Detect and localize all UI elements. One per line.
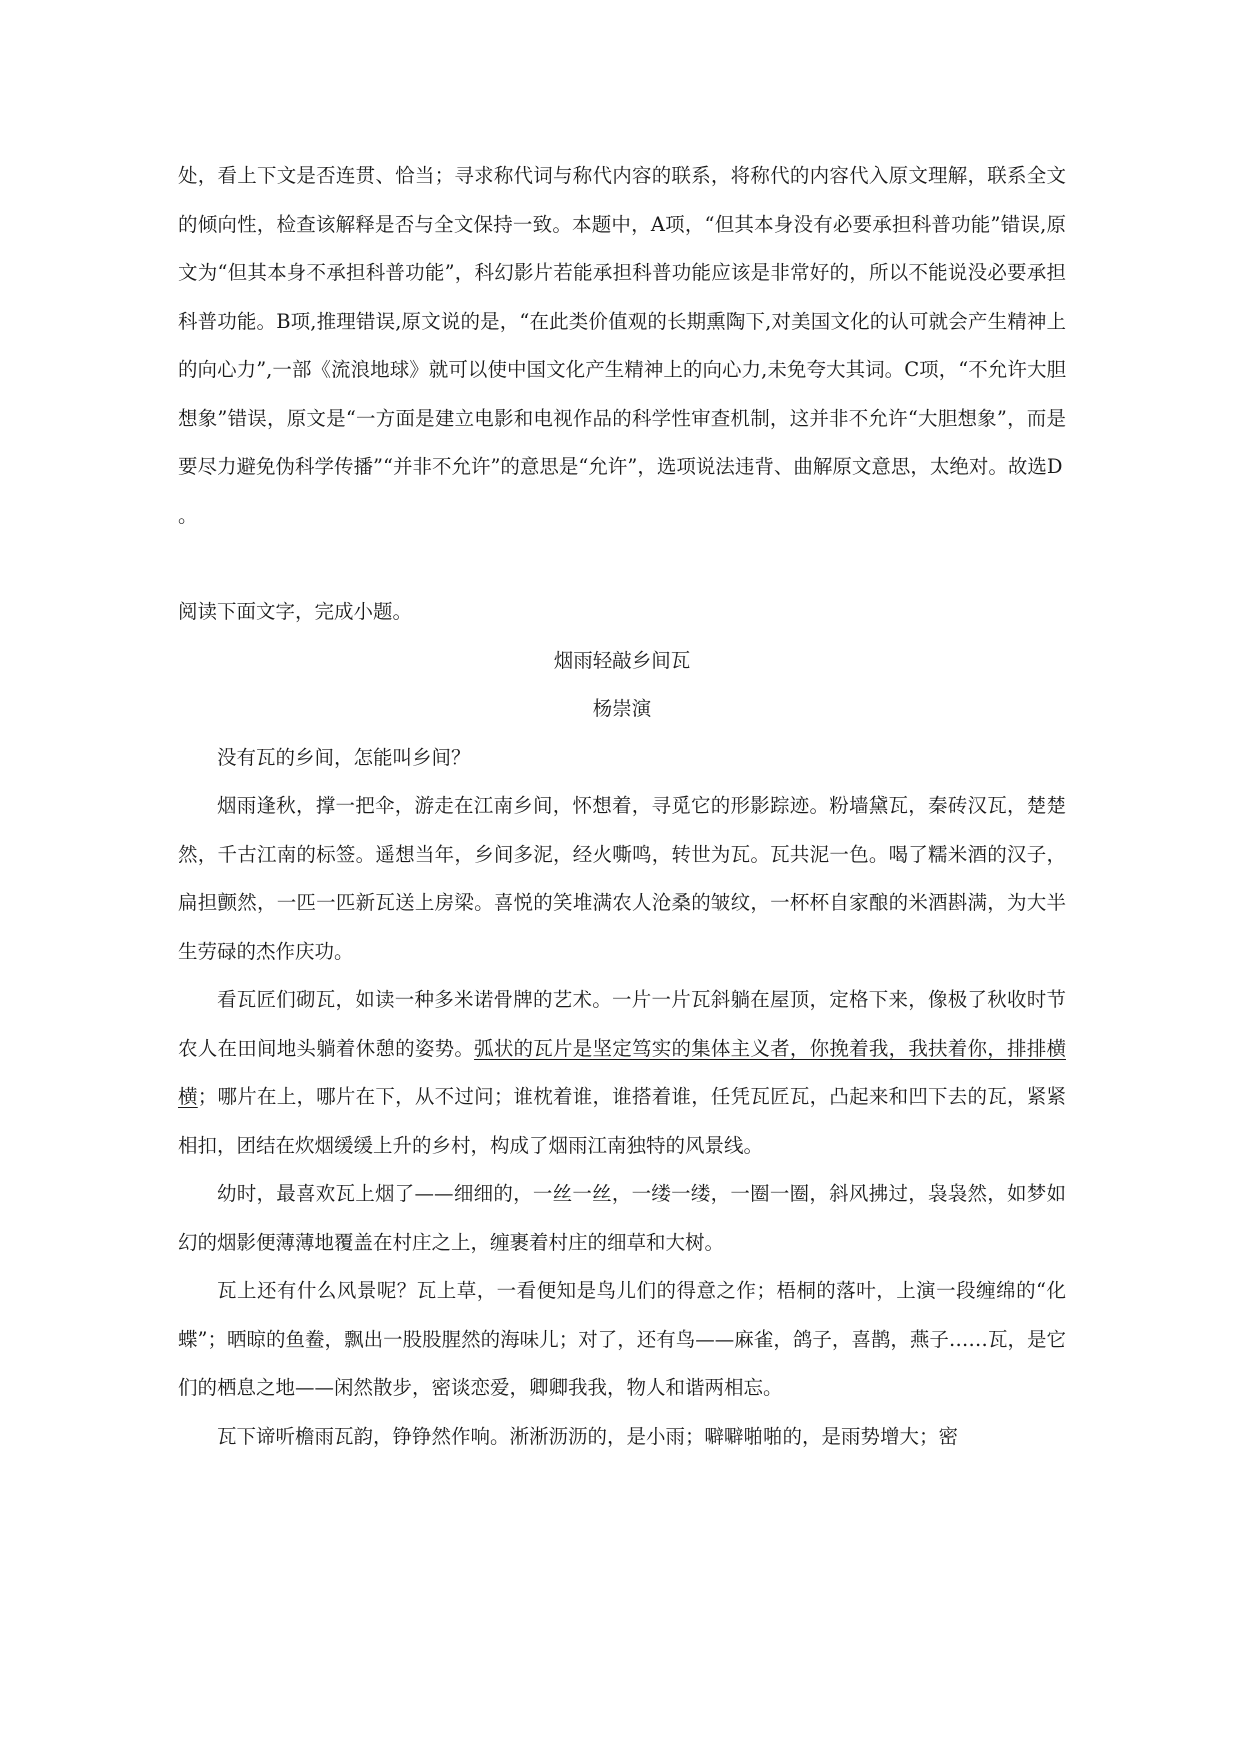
underlined-sentence: 弧状的瓦片是坚定笃实的集体主义者，你挽着我，我扶着你，排排横横 bbox=[178, 1036, 1066, 1108]
article-paragraph-6: 瓦下谛听檐雨瓦韵，铮铮然作响。淅淅沥沥的，是小雨；噼噼啪啪的，是雨势增大；密 bbox=[217, 1424, 959, 1448]
spacer bbox=[178, 540, 1066, 588]
paragraph-3-before: 看瓦匠们砌瓦，如读一种多米诺骨牌的艺术。一片一片瓦斜躺在屋顶，定格下来，像极了秋收时节农人在田间地头躺着休憩的姿势。 bbox=[178, 988, 1066, 1060]
answer-explanation bbox=[178, 152, 1066, 540]
document-page bbox=[178, 152, 1066, 1461]
explanation-tail: 。 bbox=[178, 503, 198, 527]
paragraph-3-after: ；哪片在上，哪片在下，从不过问；谁枕着谁，谁搭着谁，任凭瓦匠瓦，凸起来和凹下去的瓦，紧紧相扣，团结在炊烟缓缓上升的乡村，构成了烟雨江南独特的风景线。 bbox=[178, 1085, 1066, 1157]
article-paragraph-1: 没有瓦的乡间，怎能叫乡间？ bbox=[217, 745, 471, 769]
article-author: 杨崇演 bbox=[592, 697, 652, 720]
article-paragraph-4: 幼时，最喜欢瓦上烟了——细细的，一丝一丝，一缕一缕，一圈一圈，斜风拂过，袅袅然，如梦如幻的烟影便薄薄地覆盖在村庄之上，缠裹着村庄的细草和大树。 bbox=[178, 1182, 1066, 1254]
reading-instruction: 阅读下面文字，完成小题。 bbox=[178, 600, 413, 623]
article-paragraph-2: 烟雨逢秋，撑一把伞，游走在江南乡间，怀想着，寻觅它的形影踪迹。粉墙黛瓦，秦砖汉瓦，楚楚然，千古江南的标签。遥想当年，乡间多泥，经火嘶鸣，转世为瓦。瓦共泥一色。喝了糯米酒的汉子，扁担颤然，一匹一匹新瓦送上房梁。喜悦的笑堆满农人沧桑的皱纹，一杯杯自家酿的米酒斟满，为大半生劳碌的杰作庆功。 bbox=[178, 794, 1066, 963]
article-paragraph-3 bbox=[178, 976, 1066, 1170]
article-title: 烟雨轻敲乡间瓦 bbox=[553, 648, 691, 672]
article-paragraph-5: 瓦上还有什么风景呢？瓦上草，一看便知是鸟儿们的得意之作；梧桐的落叶，上演一段缠绵的“化蝶”；晒晾的鱼鲞，飘出一股股腥然的海味儿；对了，还有鸟——麻雀，鸽子，喜鹊，燕子……瓦，是它们的栖息之地——闲然散步，密谈恋爱，卿卿我我，物人和谐两相忘。 bbox=[178, 1279, 1066, 1399]
explanation-text: 处，看上下文是否连贯、恰当；寻求称代词与称代内容的联系，将称代的内容代入原文理解，联系全文的倾向性，检查该解释是否与全文保持一致。本题中，A项，“但其本身没有必要承担科普功能”错误,原文为“但其本身不承担科普功能”，科幻影片若能承担科普功能应该是非常好的，所以不能说没必要承担科普功能。B项,推理错误,原文说的是，“在此类价值观的长期熏陶下,对美国文化的认可就会产生精神上的向心力”,一部《流浪地球》就可以使中国文化产生精神上的向心力,未免夸大其词。C项，“不允许大胆想象”错误，原文是“一方面是建立电影和电视作品的科学性审查机制，这并非不允许“大胆想象”，而是要尽力避免伪科学传播”“并非不允许”的意思是“允许”，选项说法违背、曲解原文意思，太绝对。故选D bbox=[178, 164, 1066, 478]
